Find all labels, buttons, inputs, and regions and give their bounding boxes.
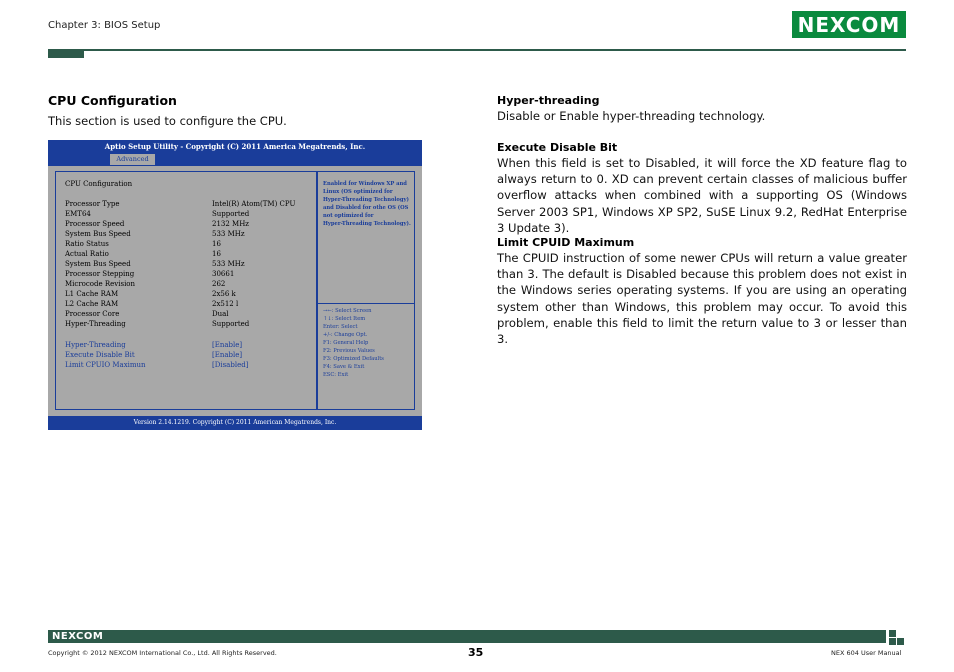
bios-help-line: Enabled for Windows XP and [323, 181, 407, 187]
footer-copyright: Copyright © 2012 NEXCOM International Co., Ltd. All Rights Reserved. [48, 649, 277, 657]
bios-help-line: and Disabled for othe OS (OS [323, 205, 409, 211]
heading-execute-disable-bit: Execute Disable Bit [497, 141, 618, 154]
bios-info-row: L1 Cache RAM 2x56 k [65, 290, 236, 298]
bios-info-row: L2 Cache RAM 2x512 l [65, 300, 239, 308]
bios-title-bar [48, 140, 422, 166]
bios-option-execute-disable-bit[interactable]: Execute Disable Bit [Enable] [65, 351, 243, 359]
heading-hyper-threading: Hyper-threading [497, 94, 600, 107]
footer-square [889, 630, 896, 637]
text-execute-disable-bit: When this field is set to Disabled, it will force the XD feature flag to always return to 0. XD can prevent certain classes of malicious buffer overflow attacks when combined with a supporting OS (Windows Server 2003 SP1, Windows XP SP2, SuSE Linux 9.2, RedHat Enterprise 3 Update 3). [497, 156, 907, 235]
footer-square [897, 638, 904, 645]
section-title: CPU Configuration [48, 93, 177, 108]
bios-key-hint: ESC: Exit [323, 372, 349, 378]
page-number: 35 [468, 646, 484, 659]
header-rule-block [48, 49, 84, 58]
bios-info-row: Processor Type Intel(R) Atom(TM) CPU [65, 200, 296, 208]
bios-help-line: not optimized for [323, 213, 374, 219]
bios-help-panel [317, 171, 415, 304]
bios-heading: CPU Configuration [65, 180, 133, 188]
bios-option-limit-cpuid[interactable]: Limit CPUIO Maximun [Disabled] [65, 361, 249, 369]
footer-bar [48, 630, 886, 643]
bios-key-hint: →←: Select Screen [323, 308, 372, 314]
bios-key-hint: Enter: Select [323, 324, 358, 330]
bios-tab-advanced[interactable]: Advanced [110, 154, 155, 165]
bios-key-hint: F4: Save & Exit [323, 364, 365, 370]
text-hyper-threading: Disable or Enable hyper-threading technology. [497, 109, 766, 123]
bios-key-hint: F1: General Help [323, 340, 369, 346]
nexcom-logo [792, 11, 906, 38]
bios-key-hint: F2: Previous Values [323, 348, 375, 354]
bios-footer: Version 2.14.1219. Copyright (C) 2011 American Megatrends, Inc. [48, 416, 422, 430]
bios-info-row: Hyper-Threading Supported [65, 320, 250, 328]
chapter-label: Chapter 3: BIOS Setup [48, 20, 161, 31]
bios-main-panel [55, 171, 317, 410]
bios-help-line: Linux (OS optimized for [323, 189, 393, 195]
bios-info-row: Ratio Status 16 [65, 240, 221, 248]
bios-info-row: Processor Core Dual [65, 310, 229, 318]
footer-logo: NEXCOM [52, 631, 104, 642]
bios-info-row: System Bus Speed 533 MHz [65, 230, 245, 238]
text-limit-cpuid: The CPUID instruction of some newer CPUs will return a value greater than 3. The default is Disabled because this problem does not exist in the Windows series operating systems. If you are using an operating system other than Windows, this problem may occur. To avoid this problem, enable this field to limit the return value to 3 or lesser than 3. [497, 251, 907, 347]
bios-help-line: Hyper-Threading Technology). [323, 221, 411, 227]
bios-option-hyper-threading[interactable]: Hyper-Threading [Enable] [65, 341, 243, 349]
heading-limit-cpuid: Limit CPUID Maximum [497, 236, 635, 249]
footer-square [889, 638, 896, 645]
bios-key-hint: F3: Optimized Defaults [323, 356, 384, 362]
bios-info-row: System Bus Speed 533 MHz [65, 260, 245, 268]
header-rule [48, 49, 906, 51]
logo-text: NEXCOM [797, 12, 901, 37]
bios-info-row: EMT64 Supported [65, 210, 250, 218]
bios-info-row: Processor Speed 2132 MHz [65, 220, 249, 228]
bios-title: Aptio Setup Utility - Copyright (C) 2011 America Megatrends, Inc. [104, 142, 366, 151]
bios-info-row: Processor Stepping 30661 [65, 270, 235, 278]
bios-keys-panel [317, 304, 415, 410]
bios-key-hint: +/-: Change Opt. [323, 332, 368, 338]
section-intro: This section is used to configure the CPU. [48, 114, 287, 128]
bios-key-hint: ↑↓: Select Item [323, 316, 366, 322]
bios-info-row: Microcode Revision 262 [65, 280, 226, 288]
bios-screenshot [48, 140, 422, 430]
bios-help-line: Hyper-Threading Technology) [323, 197, 409, 203]
bios-info-row: Actual Ratio 16 [65, 250, 221, 258]
footer-manual-name: NEX 604 User Manual [831, 649, 902, 657]
